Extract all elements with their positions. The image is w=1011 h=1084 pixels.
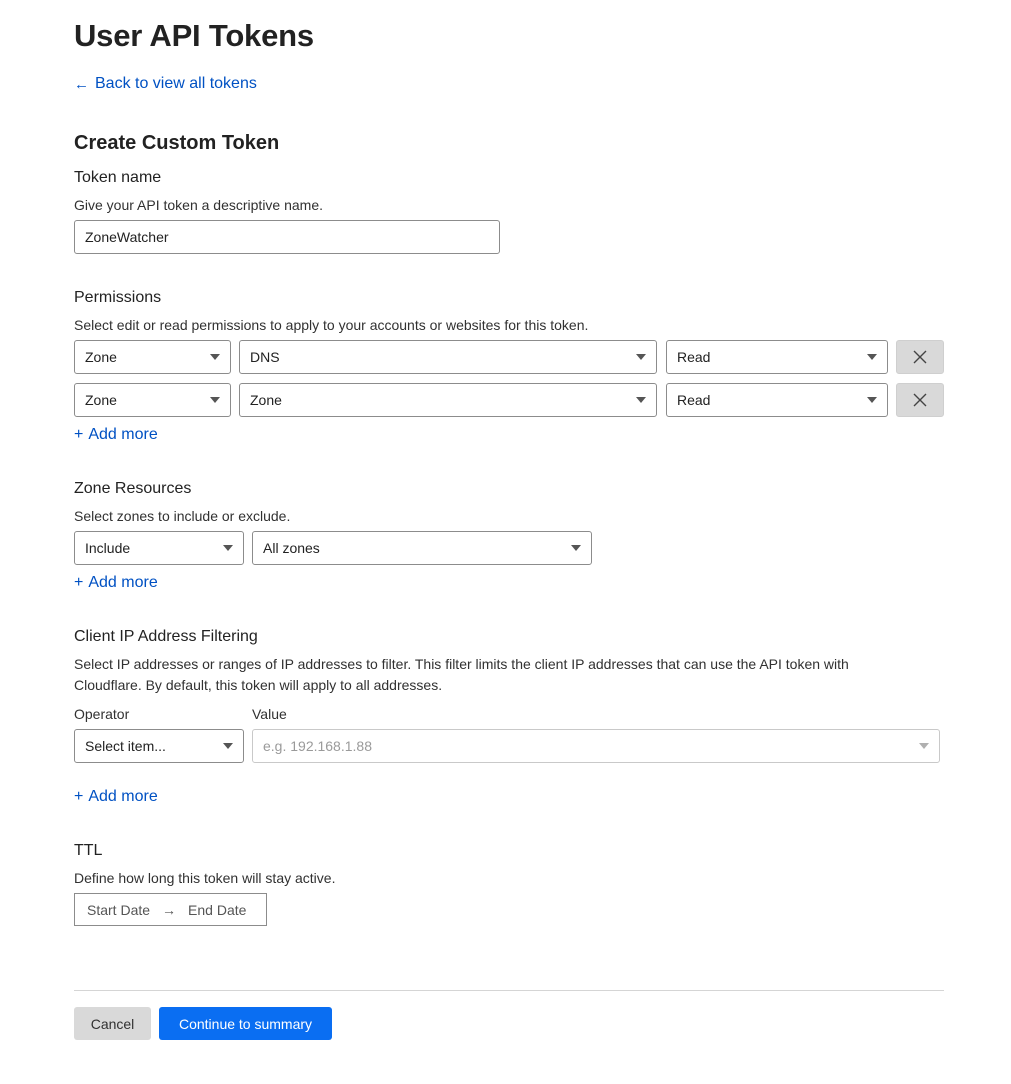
select-value: Zone: [85, 392, 117, 408]
ip-filtering-description-line2: Cloudflare. By default, this token will apply to all addresses.: [74, 677, 443, 693]
token-name-description: Give your API token a descriptive name.: [74, 197, 324, 213]
select-value: Zone: [85, 349, 117, 365]
plus-icon: +: [74, 426, 84, 443]
back-link-label: Back to view all tokens: [95, 75, 257, 92]
caret-down-icon: [571, 545, 581, 551]
permissions-description: Select edit or read permissions to apply to your accounts or websites for this token.: [74, 317, 589, 333]
arrow-right-icon: →: [162, 901, 177, 918]
select-value: Zone: [250, 392, 282, 408]
caret-down-icon: [636, 397, 646, 403]
ip-value-select[interactable]: [252, 729, 940, 763]
end-date-field[interactable]: End Date: [188, 901, 247, 918]
close-icon: [913, 350, 927, 364]
select-value: All zones: [263, 540, 320, 556]
token-name-label: Token name: [74, 169, 162, 186]
caret-down-icon: [919, 743, 929, 749]
caret-down-icon: [223, 545, 233, 551]
select-value: Read: [677, 349, 711, 365]
ttl-date-range[interactable]: [74, 893, 267, 926]
plus-icon: +: [74, 574, 84, 591]
footer-divider: [74, 990, 944, 991]
arrow-left-icon: ←: [74, 75, 89, 93]
permission-2-resource-select[interactable]: [239, 383, 657, 417]
page-title: User API Tokens: [74, 18, 314, 53]
start-date-field[interactable]: Start Date: [87, 901, 151, 918]
ttl-description: Define how long this token will stay active.: [74, 870, 336, 886]
cancel-button[interactable]: Cancel: [74, 1007, 151, 1040]
permission-1-resource-select[interactable]: [239, 340, 657, 374]
permission-2-scope-select[interactable]: [74, 383, 231, 417]
select-value: DNS: [250, 349, 280, 365]
select-value: Include: [85, 540, 131, 556]
add-more-label: Add more: [88, 426, 158, 443]
permission-1-access-select[interactable]: [666, 340, 888, 374]
select-value: Read: [677, 392, 711, 408]
value-label: Value: [252, 706, 287, 722]
add-more-label: Add more: [88, 574, 158, 591]
continue-to-summary-button[interactable]: Continue to summary: [159, 1007, 332, 1040]
permission-2-access-select[interactable]: [666, 383, 888, 417]
close-icon: [913, 393, 927, 407]
ttl-label: TTL: [74, 842, 103, 859]
back-to-tokens-link[interactable]: [74, 75, 257, 93]
caret-down-icon: [210, 354, 220, 360]
plus-icon: +: [74, 788, 84, 805]
caret-down-icon: [867, 397, 877, 403]
zone-resources-label: Zone Resources: [74, 480, 192, 497]
ip-filtering-label: Client IP Address Filtering: [74, 628, 258, 645]
remove-permission-1-button[interactable]: [896, 340, 944, 374]
caret-down-icon: [636, 354, 646, 360]
add-ip-filter-button[interactable]: [74, 788, 158, 806]
caret-down-icon: [867, 354, 877, 360]
caret-down-icon: [223, 743, 233, 749]
ip-value-placeholder: e.g. 192.168.1.88: [263, 738, 372, 754]
select-value: Select item...: [85, 738, 166, 754]
zone-include-select[interactable]: [74, 531, 244, 565]
ip-filtering-description-line1: Select IP addresses or ranges of IP addresses to filter. This filter limits the client IP addresses that can use the API token with: [74, 656, 849, 672]
zone-target-select[interactable]: [252, 531, 592, 565]
operator-label: Operator: [74, 706, 130, 722]
permissions-label: Permissions: [74, 289, 162, 306]
form-title: Create Custom Token: [74, 132, 280, 154]
add-zone-resource-button[interactable]: [74, 574, 158, 592]
remove-permission-2-button[interactable]: [896, 383, 944, 417]
permission-1-scope-select[interactable]: [74, 340, 231, 374]
zone-resources-description: Select zones to include or exclude.: [74, 508, 291, 524]
token-name-input[interactable]: [74, 220, 500, 254]
add-more-label: Add more: [88, 788, 158, 805]
caret-down-icon: [210, 397, 220, 403]
operator-select[interactable]: [74, 729, 244, 763]
add-permission-button[interactable]: [74, 426, 158, 444]
